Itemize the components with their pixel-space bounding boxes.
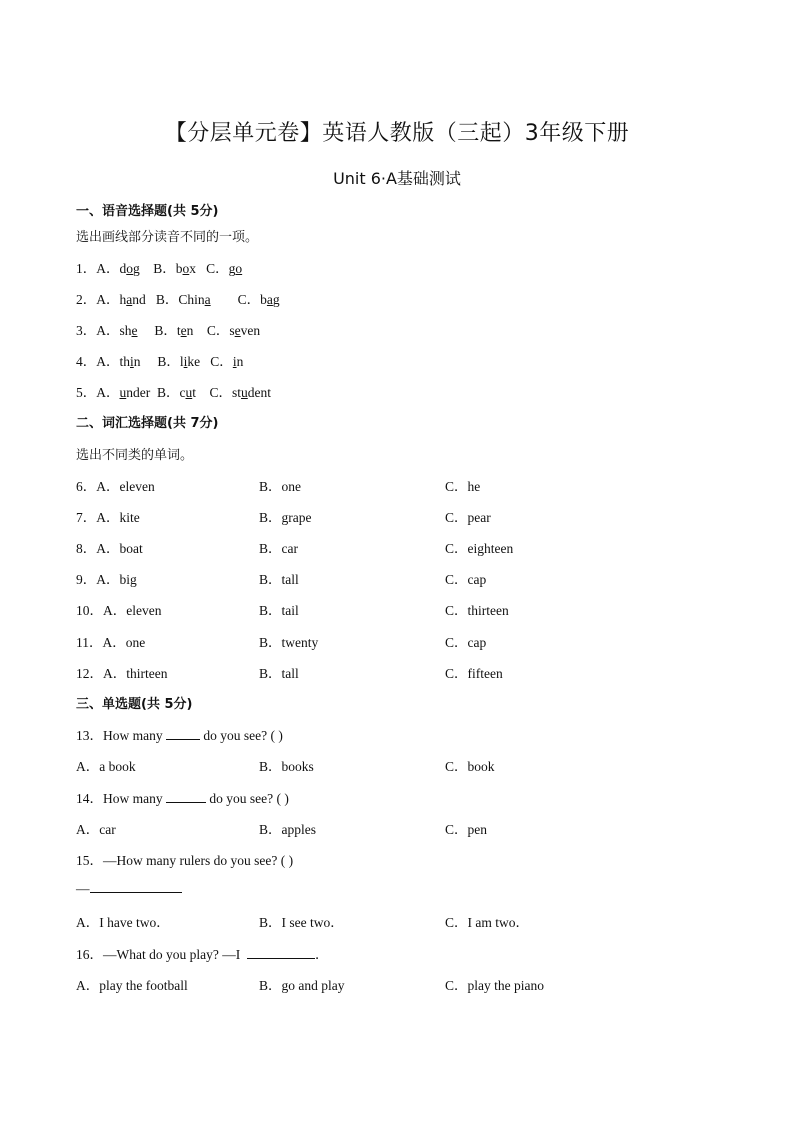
- question-14-stem: 14．How many do you see? ( ): [76, 791, 289, 806]
- question-3: 3．A．she B．ten C．seven: [76, 323, 261, 338]
- answer-blank[interactable]: [247, 946, 315, 959]
- question-5: 5．A．under B．cut C．student: [76, 385, 272, 400]
- answer-blank[interactable]: [90, 880, 182, 893]
- question-16-stem: 16．—What do you play? —I ．: [76, 947, 329, 962]
- question-13-stem: 13．How many do you see? ( ): [76, 728, 283, 743]
- section1-instruction: 选出画线部分读音不同的一项。: [76, 230, 259, 245]
- question-4: 4．A．thin B．like C．in: [76, 354, 244, 369]
- document-title: 【分层单元卷】英语人教版（三起）3年级下册: [164, 121, 630, 146]
- section1-heading: 一、语音选择题(共 5分): [76, 204, 219, 219]
- question-15-stem: 15．—How many rulers do you see? ( ): [76, 853, 294, 868]
- document-subtitle: Unit 6·A基础测试: [333, 169, 461, 188]
- section3-heading: 三、单选题(共 5分): [76, 697, 193, 712]
- section2-heading: 二、词汇选择题(共 7分): [76, 416, 219, 431]
- answer-blank[interactable]: [166, 727, 200, 740]
- question-2: 2．A．hand B．China C．bag: [76, 292, 280, 307]
- section2-instruction: 选出不同类的单词。: [76, 448, 194, 463]
- answer-blank[interactable]: [166, 790, 206, 803]
- question-15-answer-line: —: [76, 880, 182, 897]
- question-1: 1．A．dog B．box C．go: [76, 261, 243, 276]
